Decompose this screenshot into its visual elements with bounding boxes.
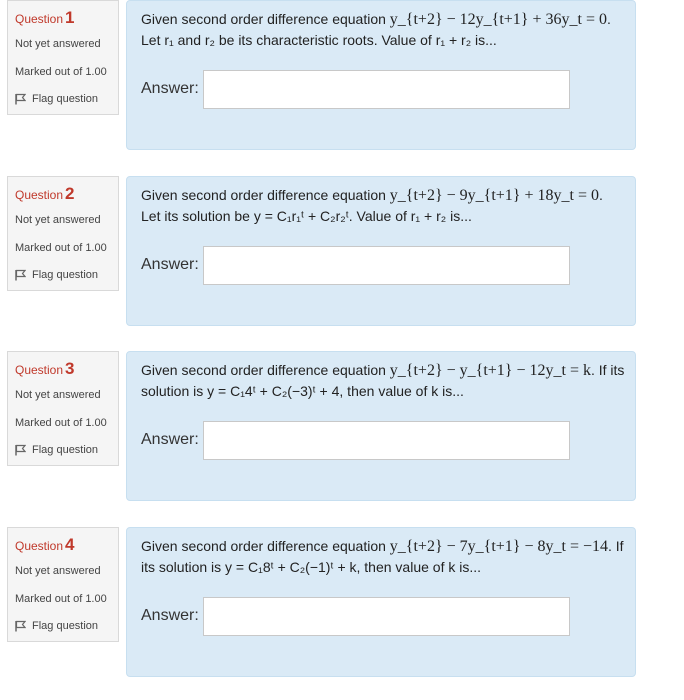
question-info xyxy=(7,351,119,466)
flag-question-link[interactable]: Flag question xyxy=(15,93,98,105)
question-state: Not yet answered xyxy=(15,565,101,577)
question-number: Question 4 xyxy=(15,535,75,554)
question-2 xyxy=(0,176,684,336)
answer-label: Answer: xyxy=(141,607,199,624)
question-info xyxy=(7,0,119,115)
question-info xyxy=(7,527,119,642)
question-number: Question 3 xyxy=(15,359,75,378)
question-state: Not yet answered xyxy=(15,389,101,401)
question-info xyxy=(7,176,119,291)
answer-input[interactable] xyxy=(203,70,570,109)
question-text: Given second order difference equation y_{t+2} − y_{t+1} − 12y_t = k. If its solution is y = C₁4ᵗ + C₂(−3)ᵗ + 4, then value of k is... xyxy=(141,362,625,399)
question-3 xyxy=(0,351,684,511)
question-grade: Marked out of 1.00 xyxy=(15,417,107,429)
question-grade: Marked out of 1.00 xyxy=(15,242,107,254)
flag-question-link[interactable]: Flag question xyxy=(15,444,98,456)
answer-label: Answer: xyxy=(141,80,199,97)
flag-icon xyxy=(15,269,26,281)
question-state: Not yet answered xyxy=(15,214,101,226)
answer-label: Answer: xyxy=(141,256,199,273)
answer-input[interactable] xyxy=(203,421,570,460)
question-text: Given second order difference equation y_{t+2} − 9y_{t+1} + 18y_t = 0. Let its solution be y = C₁r₁ᵗ + C₂r₂ᵗ. Value of r₁ + r₂ is... xyxy=(141,187,603,224)
question-1 xyxy=(0,0,684,160)
question-number: Question 2 xyxy=(15,184,75,203)
equation: y_{t+2} − 12y_{t+1} + 36y_t = 0 xyxy=(389,11,607,28)
answer-input[interactable] xyxy=(203,597,570,636)
question-number: Question 1 xyxy=(15,8,75,27)
flag-question-link[interactable]: Flag question xyxy=(15,620,98,632)
question-text: Given second order difference equation y_{t+2} − 12y_{t+1} + 36y_t = 0. Let r₁ and r₂ be its characteristic roots. Value of r₁ + r₂ is... xyxy=(141,11,611,48)
flag-question-link[interactable]: Flag question xyxy=(15,269,98,281)
equation: y_{t+2} − 9y_{t+1} + 18y_t = 0 xyxy=(389,187,599,204)
flag-icon xyxy=(15,444,26,456)
question-content xyxy=(126,0,636,150)
question-content xyxy=(126,351,636,501)
question-content xyxy=(126,527,636,677)
question-text: Given second order difference equation y_{t+2} − 7y_{t+1} − 8y_t = −14. If its solution is y = C₁8ᵗ + C₂(−1)ᵗ + k, then value of k is... xyxy=(141,538,624,575)
question-state: Not yet answered xyxy=(15,38,101,50)
equation: y_{t+2} − 7y_{t+1} − 8y_t = −14 xyxy=(389,538,608,555)
flag-icon xyxy=(15,93,26,105)
answer-label: Answer: xyxy=(141,431,199,448)
question-grade: Marked out of 1.00 xyxy=(15,593,107,605)
question-4 xyxy=(0,527,684,687)
question-grade: Marked out of 1.00 xyxy=(15,66,107,78)
question-content xyxy=(126,176,636,326)
flag-icon xyxy=(15,620,26,632)
answer-input[interactable] xyxy=(203,246,570,285)
equation: y_{t+2} − y_{t+1} − 12y_t = k xyxy=(389,362,591,379)
